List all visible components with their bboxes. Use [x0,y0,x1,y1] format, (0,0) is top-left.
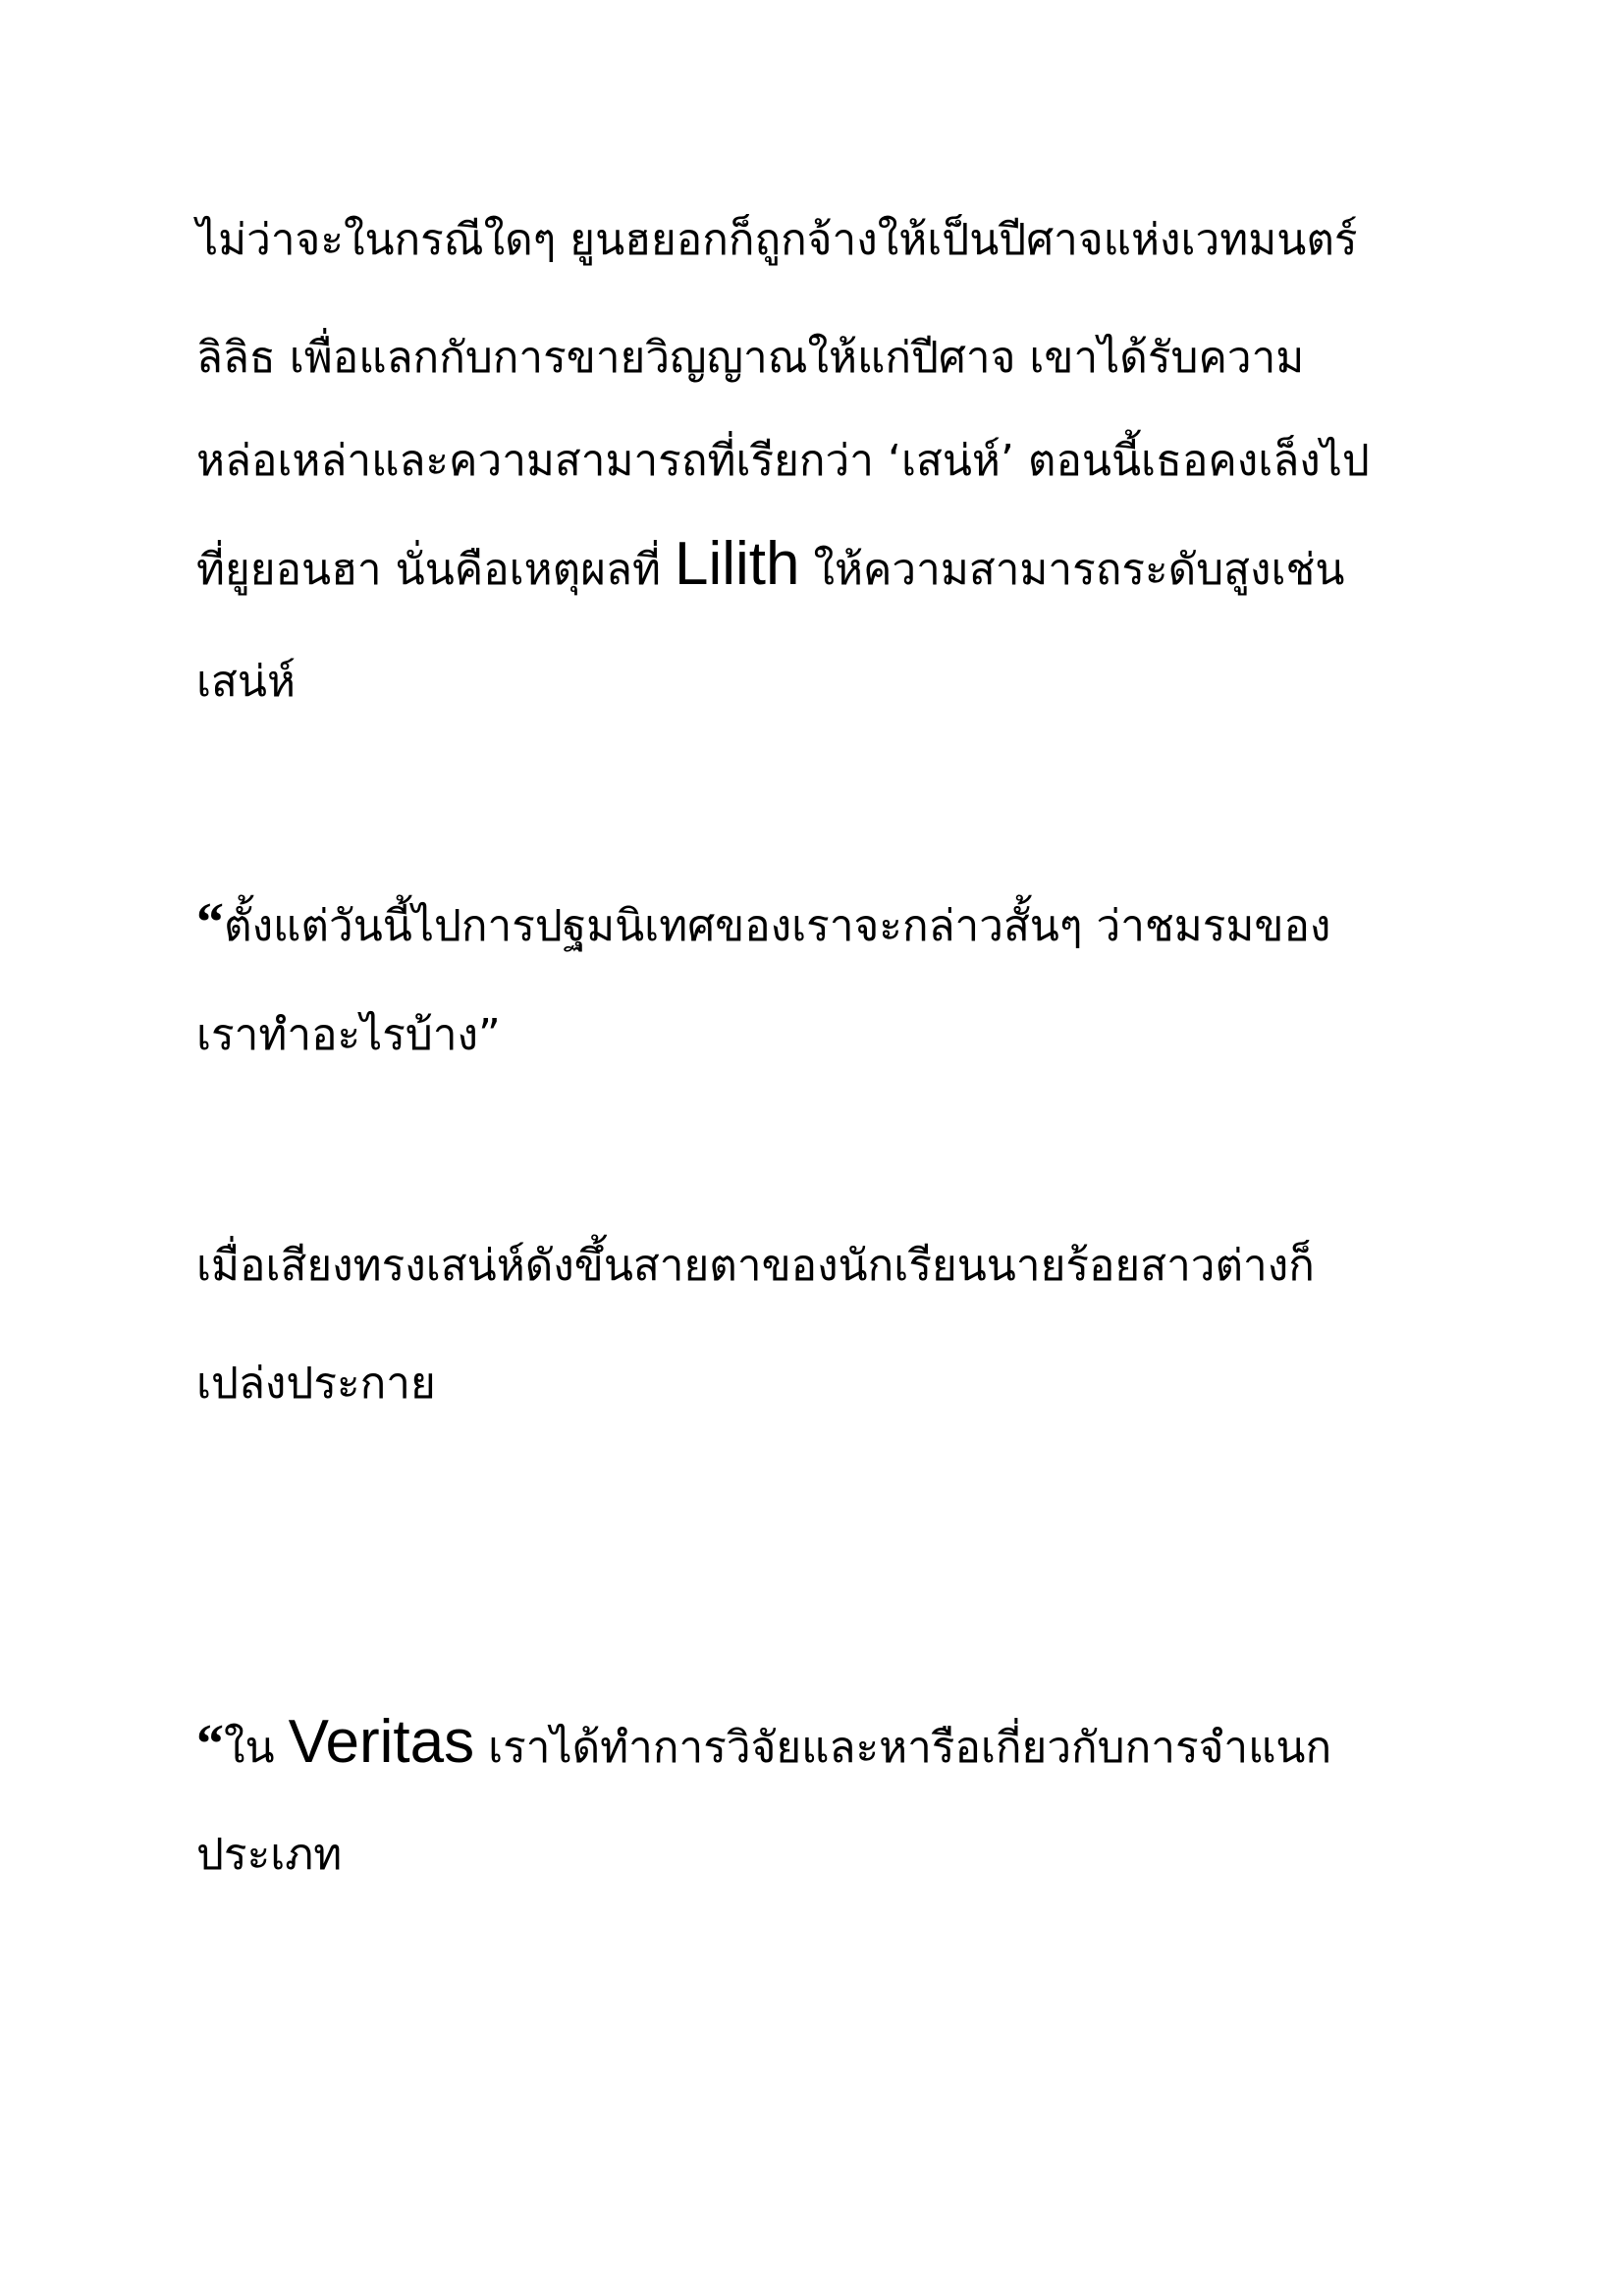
paragraph-2-line-1-text: ตั้งแต่วันนี้ไปการปฐมนิเทศของเราจะกล่าวสั้นๆ ว่าชมรมของ [224,901,1331,951]
paragraph-3-line-2: เปล่งประกาย [196,1359,436,1409]
lilith-word: Lilith [675,530,800,598]
open-quote-mark: “ [196,1714,224,1775]
paragraph-1-line-1: ไม่ว่าจะในกรณีใดๆ ยูนฮยอกก็ถูกจ้างให้เป็นปีศาจแห่งเวทมนตร์ [196,215,1358,265]
paragraph-2-line-2: เราทำอะไรบ้าง” [196,1010,501,1060]
paragraph-1-line-2: ลิลิธ เพื่อแลกกับการขายวิญญาณให้แก่ปีศาจ เขาได้รับความ [196,333,1305,383]
paragraph-1-line-4-start: ที่ยูยอนฮา นั่นคือเหตุผลที่ [196,545,675,595]
paragraph-2-line-1 [196,893,1453,956]
open-quote-mark: “ [196,892,224,953]
paragraph-1-line-3: หล่อเหล่าและความสามารถที่เรียกว่า ‘เสน่ห์’ ตอนนี้เธอคงเล็งไป [196,436,1370,486]
paragraph-4-line-1 [196,1708,1453,1778]
paragraph-4-line-1-start: ใน [224,1723,289,1773]
paragraph-4-line-2: ประเภท [196,1830,343,1880]
paragraph-3-line-1: เมื่อเสียงทรงเสน่ห์ดังขึ้นสายตาของนักเรียนนายร้อยสาวต่างก็ [196,1241,1315,1291]
paragraph-1-line-4 [196,530,1453,600]
paragraph-1-line-4-end: ให้ความสามารถระดับสูงเช่น [799,545,1345,595]
paragraph-1-line-5: เสน่ห์ [196,657,296,707]
paragraph-4-line-1-end: เราได้ทำการวิจัยและหารือเกี่ยวกับการจำแนก [474,1723,1332,1773]
veritas-word: Veritas [288,1708,475,1776]
